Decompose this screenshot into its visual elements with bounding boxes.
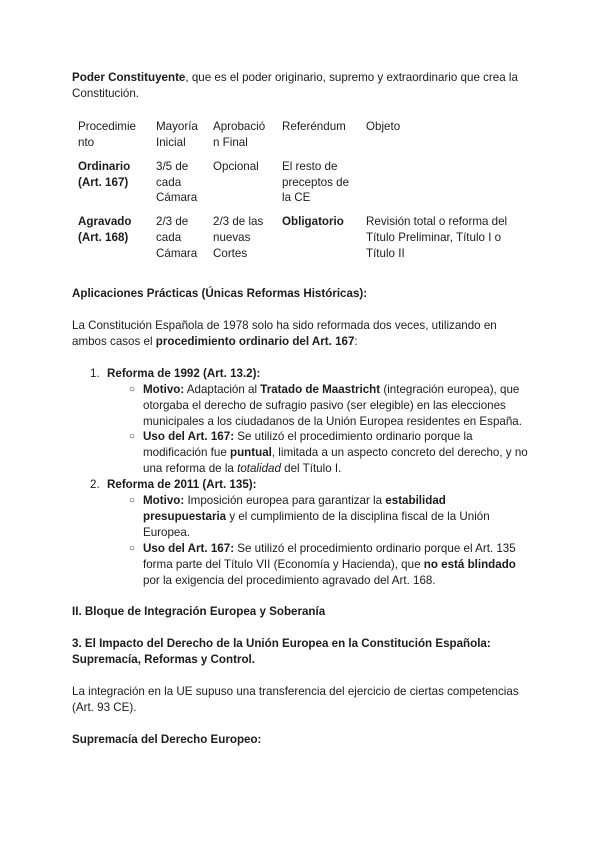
- cell-objeto: Revisión total o reforma del Título Preliminar, Título I o Título II: [366, 215, 508, 261]
- table-row: [72, 159, 522, 215]
- cell-mayoria: 2/3 de cada Cámara: [156, 215, 198, 261]
- header-mayoria: Mayoría Inicial: [156, 119, 198, 149]
- cell-referendum: Obligatorio: [282, 215, 344, 229]
- integracion-paragraph: La integración en la UE supuso una transferencia del ejercicio de ciertas competencias (Art. 93 CE).: [72, 685, 519, 715]
- reforma-title: Reforma de 1992 (Art. 13.2):: [107, 366, 261, 380]
- supremacia-heading: Supremacía del Derecho Europeo:: [72, 733, 262, 746]
- cell-aprobacion: 2/3 de las nuevas Cortes: [213, 215, 264, 261]
- cell-procedimiento: Ordinario (Art. 167): [78, 159, 131, 189]
- document-page: [72, 70, 532, 764]
- list-number: 2.: [90, 478, 100, 492]
- header-referendum: Referéndum: [282, 119, 346, 133]
- list-item: [72, 477, 532, 588]
- circle-bullet-icon: ○: [129, 383, 136, 395]
- table-row: [72, 214, 522, 262]
- header-aprobacion: Aprobació n Final: [213, 119, 266, 149]
- circle-bullet-icon: ○: [129, 431, 136, 443]
- list-item: ○ Motivo: Imposición europea para garantizar la estabilidad presupuestaria y el cumplimiento de la disciplina fiscal de la Unión Europea.: [129, 494, 490, 539]
- reforma-title: Reforma de 2011 (Art. 135):: [107, 478, 257, 492]
- header-procedimiento: Procedimie nto: [78, 119, 136, 149]
- reforma-details: [107, 382, 532, 477]
- procedure-table: [72, 119, 522, 262]
- cell-empty: [360, 159, 522, 215]
- list-item: ○ Motivo: Adaptación al Tratado de Maastricht (integración europea), que otorgaba el derecho de sufragio pasivo (ser elegible) en las elecciones municipales a los ciudadanos de la Unión Europea residentes en España.: [129, 382, 522, 428]
- circle-bullet-icon: ○: [129, 542, 136, 554]
- cell-aprobacion: Opcional: [213, 159, 259, 173]
- header-objeto: Objeto: [366, 119, 401, 133]
- intro-paragraph: [72, 70, 532, 102]
- intro-strong: Poder Constituyente: [72, 71, 186, 84]
- table-header-row: [72, 119, 522, 159]
- intro-rest: , que es el poder originario, supremo y extraordinario que crea la Constitución.: [72, 71, 518, 100]
- cell-mayoria: 3/5 de cada Cámara: [156, 159, 198, 205]
- list-item: [72, 366, 532, 477]
- impacto-heading: 3. El Impacto del Derecho de la Unión Europea en la Constitución Española: Supremacía, Reformas y Control.: [72, 637, 491, 667]
- aplicaciones-paragraph: La Constitución Española de 1978 solo ha sido reformada dos veces, utilizando en ambos casos el procedimiento ordinario del Art. 167:: [72, 318, 497, 348]
- circle-bullet-icon: ○: [129, 495, 136, 507]
- list-item: ○ Uso del Art. 167: Se utilizó el procedimiento ordinario porque la modificación fue puntual, limitada a un aspecto concreto del derecho, y no una reforma de la totalidad del Título I.: [129, 430, 528, 476]
- list-number: 1.: [90, 366, 100, 380]
- cell-objeto: El resto de preceptos de la CE: [282, 159, 350, 205]
- reforma-details: [107, 493, 532, 588]
- list-item: ○ Uso del Art. 167: Se utilizó el procedimiento ordinario porque el Art. 135 forma parte del Título VII (Economía y Hacienda), que no está blindado por la exigencia del procedimiento agravado del Art. 168.: [129, 541, 516, 587]
- reformas-list: [72, 366, 532, 589]
- cell-procedimiento: Agravado (Art. 168): [78, 215, 132, 245]
- bloque-heading: II. Bloque de Integración Europea y Soberanía: [72, 605, 326, 619]
- aplicaciones-heading: Aplicaciones Prácticas (Únicas Reformas Históricas):: [72, 287, 368, 301]
